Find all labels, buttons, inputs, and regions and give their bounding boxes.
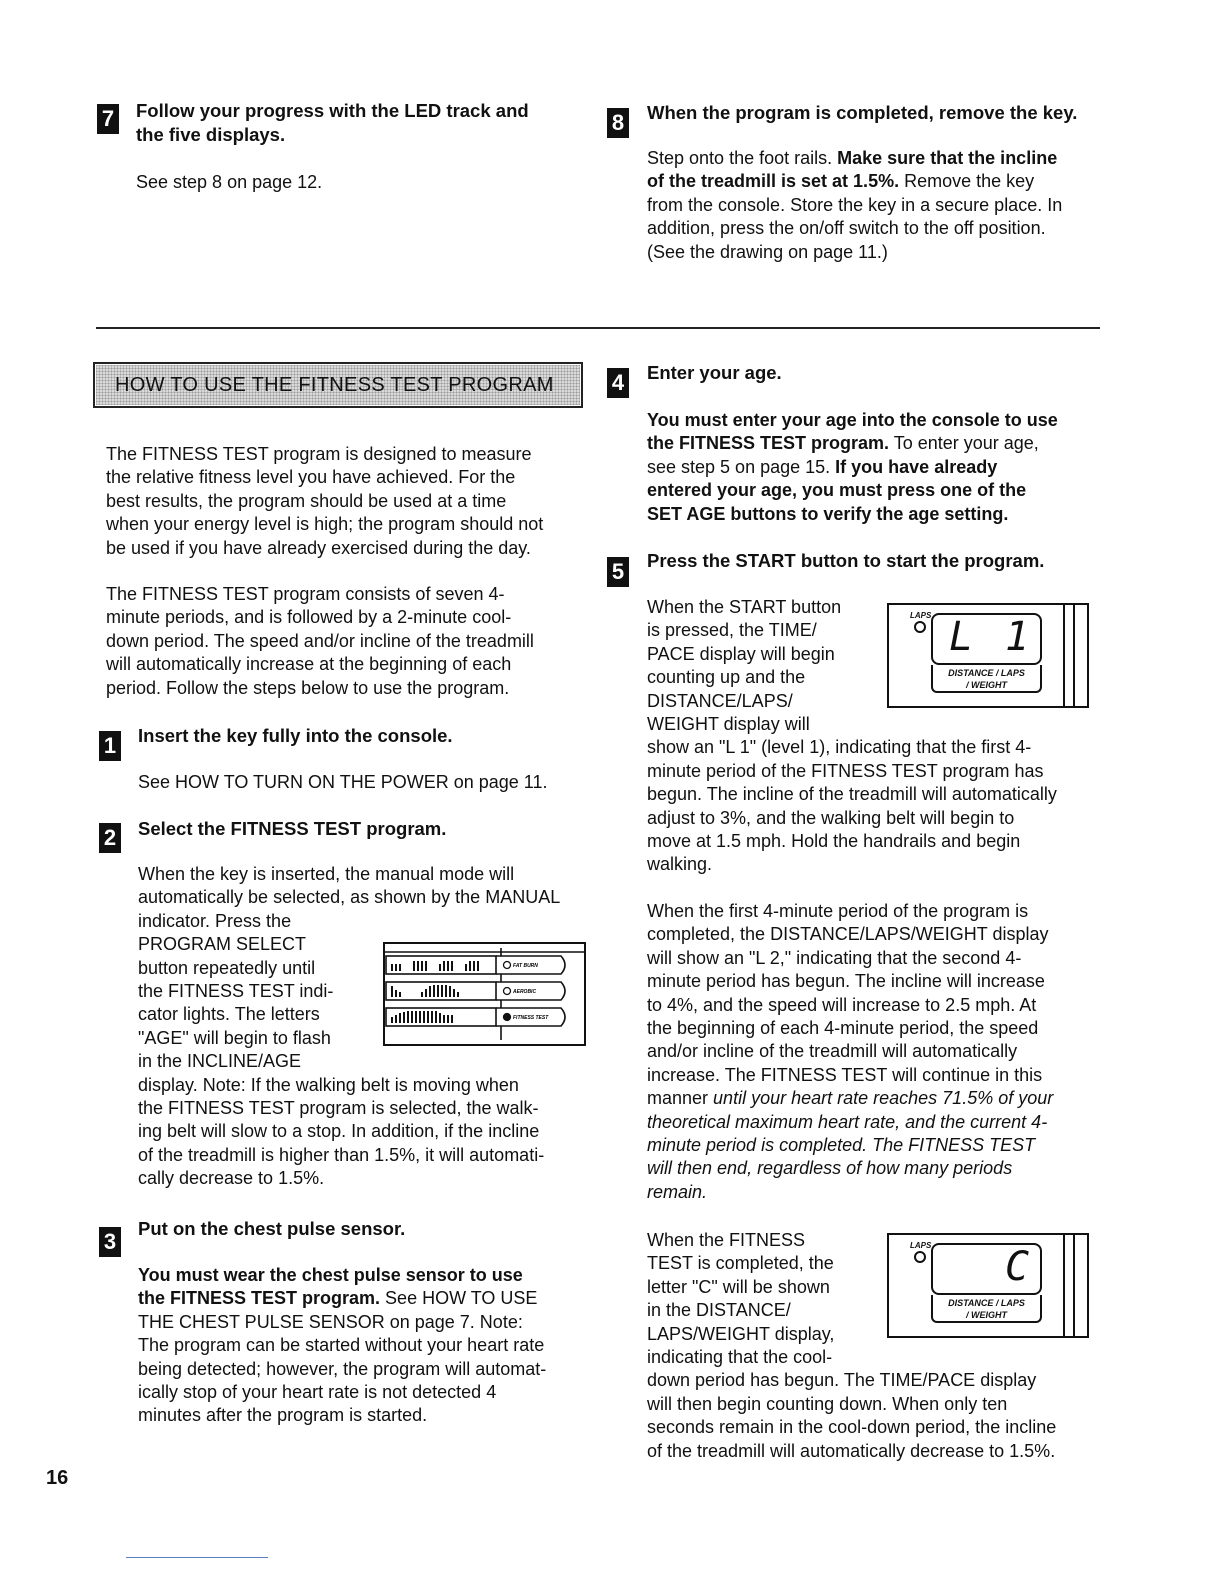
step-4-line: see step 5 on page 15. <box>647 456 831 477</box>
step-4-bold-line: the FITNESS TEST program. <box>647 433 890 454</box>
step-2-line: display. Note: If the walking belt is moving when <box>138 1074 519 1095</box>
step-5-line: letter "C" will be shown <box>647 1276 830 1297</box>
display-label-line2: / WEIGHT <box>966 680 1007 690</box>
intro2-line: The FITNESS TEST program consists of seven 4- <box>106 584 505 604</box>
step-5-line: in the DISTANCE/ <box>647 1300 791 1321</box>
intro2-line: will automatically increase at the beginning of each <box>106 654 512 675</box>
step-8-line1-bold: Make sure that the incline <box>837 148 1058 168</box>
step-5-line: to 4%, and the speed will increase to 2.5 mph. At <box>647 994 1037 1015</box>
intro1-line: the relative fitness level you have achieved. For the <box>106 467 516 488</box>
step-5-line: LAPS/WEIGHT display, <box>647 1323 835 1344</box>
step-5-line: move at 1.5 mph. Hold the handrails and begin <box>647 831 1021 852</box>
step-5-line: When the FITNESS <box>647 1230 806 1250</box>
step-5-line: manner <box>647 1088 709 1109</box>
step-5-line: counting up and the <box>647 667 806 688</box>
step-2-line: cator lights. The letters <box>138 1004 320 1025</box>
fitness-test-indicator-icon <box>504 1014 511 1021</box>
step-5-line: When the first 4-minute period of the program is <box>647 901 1029 921</box>
step-5-line: minute period of the FITNESS TEST program has <box>647 760 1044 781</box>
intro-paragraph-1 <box>106 443 596 560</box>
display-edge-line <box>1073 603 1075 708</box>
step-2-line: When the key is inserted, the manual mode will <box>138 864 515 884</box>
step-5-line: increase. The FITNESS TEST will continue in this <box>647 1064 1043 1085</box>
intro1-line: The FITNESS TEST program is designed to measure <box>106 444 532 464</box>
step-2-line: PROGRAM SELECT <box>138 934 307 955</box>
section-divider <box>96 327 1100 329</box>
step-5-italic-line: minute period is completed. The FITNESS TEST <box>647 1135 1036 1156</box>
step-5-line: down period has begun. The TIME/PACE display <box>647 1370 1037 1391</box>
step-5-line: of the treadmill will automatically decrease to 1.5%. <box>647 1440 1056 1461</box>
console-label-fitness-test: FITNESS TEST <box>513 1015 549 1021</box>
section-title: HOW TO USE THE FITNESS TEST PROGRAM <box>115 374 554 396</box>
laps-indicator-label: LAPS <box>910 1241 932 1250</box>
step-2-line: ing belt will slow to a stop. In addition, if the incline <box>138 1121 540 1142</box>
step-5-line: is pressed, the TIME/ <box>647 620 817 641</box>
display-label-line2: / WEIGHT <box>966 1310 1007 1320</box>
step-5-line: DISTANCE/LAPS/ <box>647 690 793 711</box>
step-8-line4: addition, press the on/off switch to the off position. <box>647 218 1046 239</box>
step-5-line: will then begin counting down. When only ten <box>647 1393 1008 1414</box>
step-5-line: indicating that the cool- <box>647 1347 833 1368</box>
step-7-badge: 7 <box>97 104 119 134</box>
laps-indicator-icon <box>914 621 926 633</box>
step-1-heading: Insert the key fully into the console. <box>138 725 453 746</box>
bottom-rule <box>126 1557 268 1558</box>
step-5-line: completed, the DISTANCE/LAPS/WEIGHT display <box>647 924 1049 945</box>
step-4-body <box>647 409 1117 526</box>
step-2-heading: Select the FITNESS TEST program. <box>138 818 447 839</box>
display-label-line1: DISTANCE / LAPS <box>948 1298 1025 1308</box>
step-5-line: walking. <box>647 854 713 875</box>
step-3-line: minutes after the program is started. <box>138 1405 428 1426</box>
intro1-line: when your energy level is high; the program should not <box>106 514 544 535</box>
display-readout-letter: L <box>949 614 974 660</box>
step-5-line: and/or incline of the treadmill will automatically <box>647 1041 1018 1062</box>
step-2-line: in the INCLINE/AGE <box>138 1051 302 1072</box>
step-8-line2-bold: of the treadmill is set at 1.5%. <box>647 171 900 192</box>
console-label-fat-burn: FAT BURN <box>513 963 538 969</box>
step-5-body-3 <box>647 1229 1117 1463</box>
step-5-line: PACE display will begin <box>647 643 835 664</box>
page-number: 16 <box>46 1467 69 1489</box>
step-5-italic-line: theoretical maximum heart rate, and the current 4- <box>647 1111 1048 1132</box>
step-5-line: begun. The incline of the treadmill will automatically <box>647 784 1057 805</box>
step-2-line: the FITNESS TEST indi- <box>138 981 334 1002</box>
step-5-line: show an "L 1" (level 1), indicating that the first 4- <box>647 737 1032 758</box>
step-2-line: cally decrease to 1.5%. <box>138 1168 325 1189</box>
step-4-bold-line: entered your age, you must press one of the <box>647 480 1027 501</box>
step-7-heading <box>136 99 529 147</box>
step-4-bold-line: You must enter your age into the console to use <box>647 410 1058 430</box>
display-edge-line <box>1063 603 1065 708</box>
step-8-body <box>647 147 1107 264</box>
intro1-line: be used if you have already exercised during the day. <box>106 537 531 558</box>
step-3-line: ically stop of your heart rate is not detected 4 <box>138 1382 497 1403</box>
display-label-line1: DISTANCE / LAPS <box>948 668 1025 678</box>
step-8-line3: from the console. Store the key in a secure place. In <box>647 194 1063 215</box>
step-5-line: the beginning of each 4-minute period, the speed <box>647 1018 1039 1039</box>
step-5-body-2 <box>647 900 1117 1204</box>
intro2-line: down period. The speed and/or incline of the treadmill <box>106 630 534 651</box>
distance-laps-display-l1 <box>887 603 1089 708</box>
step-4-badge: 4 <box>607 368 629 398</box>
step-7-heading-line1: Follow your progress with the LED track and <box>136 100 529 121</box>
step-3-badge: 3 <box>99 1227 121 1257</box>
step-5-italic-line: until your heart rate reaches 71.5% of your <box>713 1088 1054 1109</box>
laps-indicator-label: LAPS <box>910 611 932 620</box>
step-8-badge: 8 <box>607 108 629 138</box>
step-2-line: indicator. Press the <box>138 910 292 931</box>
display-readout-letter: C <box>1005 1244 1030 1290</box>
step-5-line: TEST is completed, the <box>647 1253 834 1274</box>
step-5-line: WEIGHT display will <box>647 714 810 735</box>
step-2-line: of the treadmill is higher than 1.5%, it will automati- <box>138 1144 545 1165</box>
program-select-console-illustration <box>383 942 586 1046</box>
display-label <box>931 665 1042 693</box>
step-7-heading-line2: the five displays. <box>136 124 286 145</box>
step-3-bold-line: You must wear the chest pulse sensor to use <box>138 1265 523 1285</box>
step-1-body: See HOW TO TURN ON THE POWER on page 11. <box>138 772 548 792</box>
step-3-body <box>138 1264 598 1428</box>
step-7-body: See step 8 on page 12. <box>136 172 323 192</box>
step-8-line1: Step onto the foot rails. <box>647 148 833 168</box>
step-5-italic-line: will then end, regardless of how many periods <box>647 1158 1013 1179</box>
step-8-line2: Remove the key <box>904 171 1035 192</box>
step-8-line5: (See the drawing on page 11.) <box>647 241 888 262</box>
step-2-badge: 2 <box>99 823 121 853</box>
step-3-line: The program can be started without your heart rate <box>138 1335 545 1356</box>
intro1-line: best results, the program should be used at a time <box>106 490 507 511</box>
step-4-heading: Enter your age. <box>647 362 782 383</box>
step-5-heading: Press the START button to start the program. <box>647 550 1045 571</box>
step-5-line: minute period has begun. The incline will increase <box>647 971 1045 992</box>
step-3-line: See HOW TO USE <box>385 1288 538 1309</box>
step-1-badge: 1 <box>99 731 121 761</box>
intro2-line: period. Follow the steps below to use the program. <box>106 677 510 698</box>
step-4-bold-line: SET AGE buttons to verify the age setting. <box>647 503 1009 524</box>
step-2-line: button repeatedly until <box>138 957 316 978</box>
step-4-line: To enter your age, <box>893 433 1039 454</box>
step-3-bold-line: the FITNESS TEST program. <box>138 1288 381 1309</box>
section-title-banner <box>93 362 583 408</box>
display-readout-digit: 1 <box>1005 614 1030 660</box>
step-5-italic-line: remain. <box>647 1181 708 1202</box>
step-5-line: When the START button <box>647 597 842 617</box>
step-2-line: the FITNESS TEST program is selected, the walk- <box>138 1098 539 1119</box>
step-5-line: adjust to 3%, and the walking belt will begin to <box>647 807 1015 828</box>
step-3-line: THE CHEST PULSE SENSOR on page 7. Note: <box>138 1311 523 1332</box>
step-5-line: will show an "L 2," indicating that the second 4- <box>647 947 1022 968</box>
step-3-heading: Put on the chest pulse sensor. <box>138 1218 406 1239</box>
console-label-aerobic: AEROBIC <box>513 989 537 995</box>
step-5-badge: 5 <box>607 557 629 587</box>
intro-paragraph-2 <box>106 583 596 700</box>
step-8-heading: When the program is completed, remove the key. <box>647 102 1078 123</box>
step-3-line: being detected; however, the program will automat- <box>138 1358 547 1379</box>
step-5-line: seconds remain in the cool-down period, the incline <box>647 1417 1057 1438</box>
intro2-line: minute periods, and is followed by a 2-minute cool- <box>106 607 512 628</box>
step-2-line: automatically be selected, as shown by the MANUAL <box>138 887 561 908</box>
step-2-line: "AGE" will begin to flash <box>138 1027 331 1048</box>
step-4-bold-line: If you have already <box>835 456 998 477</box>
